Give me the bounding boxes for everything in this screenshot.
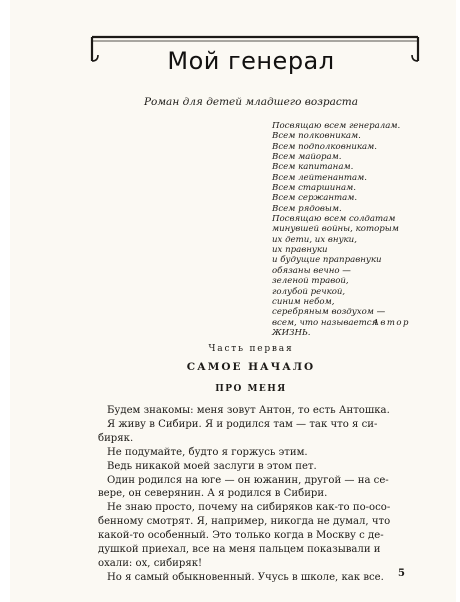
dedication-line: Всем сержантам. <box>272 193 358 204</box>
dedication-line: Всем капитанам. <box>272 162 354 173</box>
dedication <box>272 121 412 338</box>
body-line: Я живу в Сибири. Я и родился там — так что я си- <box>107 418 378 430</box>
body-line: вере, он северянин. А я родился в Сибири. <box>98 488 328 500</box>
dedication-line: голубой речкой, <box>272 286 346 297</box>
dedication-line: их дети, их внуки, <box>272 234 357 245</box>
body-line: Один родился на юге — он южанин, другой — на се- <box>107 474 389 486</box>
chapter-heading: САМОЕ НАЧАЛО <box>186 361 316 373</box>
body-line: Будем знакомы: меня зовут Антон, то есть Антошка. <box>107 405 390 416</box>
dedication-line: Посвящаю всем солдатам <box>272 214 396 225</box>
dedication-line: Всем майорам. <box>272 152 342 163</box>
dedication-line: Всем старшинам. <box>272 183 356 194</box>
body-line: Не знаю просто, почему на сибиряков как-то по-осо- <box>107 502 391 514</box>
dedication-line: серебряным воздухом — <box>272 307 386 318</box>
body-line: бенному смотрят. Я, например, никогда не думал, что <box>98 516 391 528</box>
dedication-line: минувшей войны, которым <box>272 224 399 235</box>
part-heading: Часть первая <box>208 344 294 354</box>
subtitle: Роман для детей младшего возраста <box>143 96 359 108</box>
dedication-line: всем, что называется <box>272 317 378 328</box>
body-line: душкой приехал, все на меня пальцем показывали и <box>98 544 381 556</box>
dedication-line: и будущие праправнуки <box>272 255 382 266</box>
page-title: Мой генерал <box>167 47 335 75</box>
body-line: биряк. <box>98 432 134 444</box>
body-line: Ведь никакой моей заслуги в этом пет. <box>107 460 317 472</box>
dedication-line: синим небом, <box>272 296 335 307</box>
section-heading: ПРО МЕНЯ <box>215 384 287 394</box>
body-line: охали: ох, сибиряк! <box>98 557 203 569</box>
dedication-line: зеленой травой, <box>272 276 349 287</box>
dedication-author: Автор <box>372 318 410 328</box>
book-page <box>10 0 456 602</box>
dedication-line: Всем полковникам. <box>272 131 361 142</box>
body-line: Но я самый обыкновенный. Учусь в школе, как все. <box>107 571 384 583</box>
dedication-line: ЖИЗНЬ. <box>272 327 311 338</box>
dedication-line: обязаны вечно — <box>272 265 351 276</box>
body-line: какой-то особенный. Это только когда в Москву с де- <box>98 530 384 542</box>
dedication-line: Всем рядовым. <box>272 203 342 214</box>
page-number: 5 <box>398 568 405 579</box>
body-text <box>98 404 416 585</box>
body-line: Не подумайте, будто я горжусь этим. <box>107 446 308 458</box>
dedication-line: Всем лейтенантам. <box>272 172 367 183</box>
dedication-line: Всем подполковникам. <box>272 141 378 152</box>
dedication-line: их правнуки <box>272 245 328 256</box>
dedication-line: Посвящаю всем генералам. <box>272 121 401 131</box>
